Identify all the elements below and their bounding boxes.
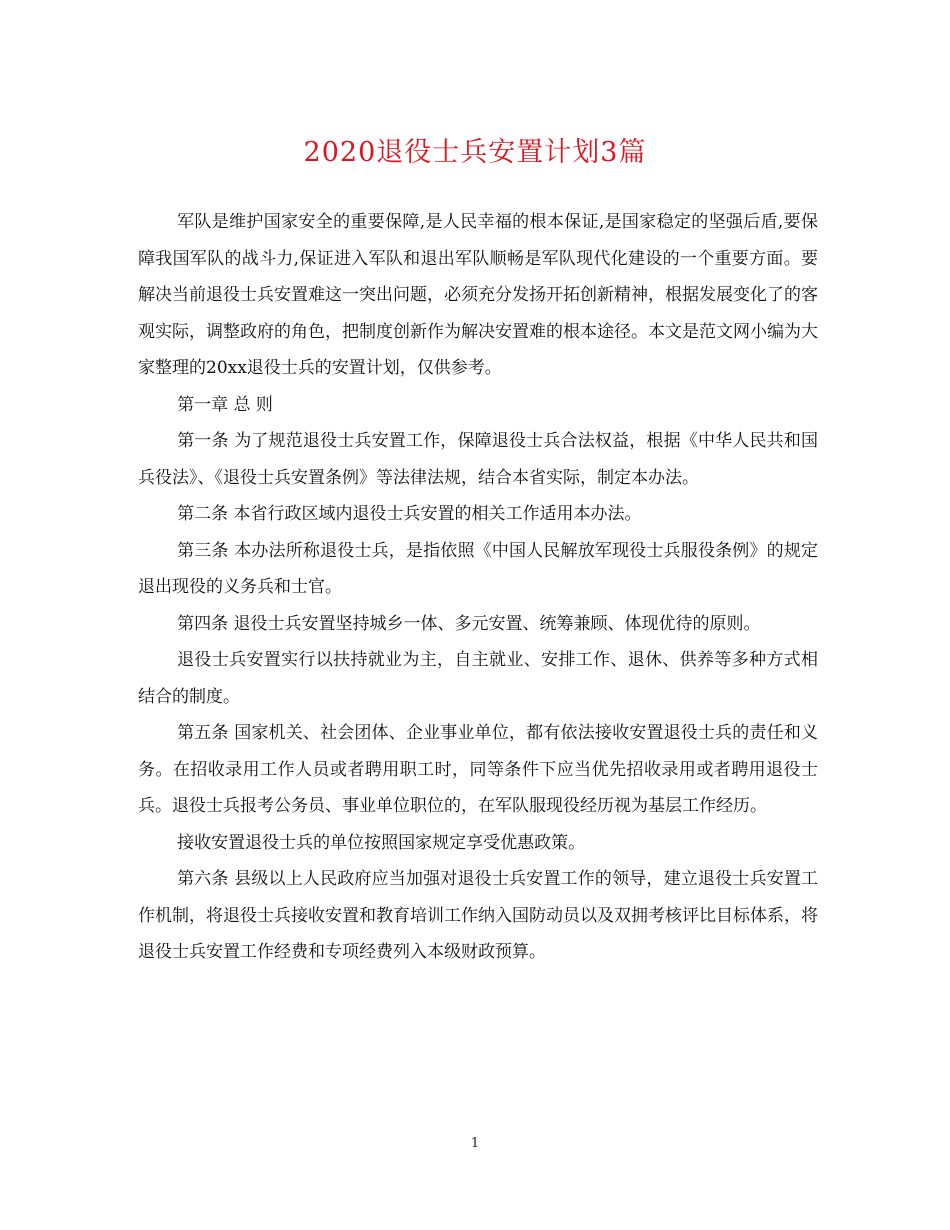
chapter-heading: 第一章 总 则: [177, 394, 273, 415]
article-2: 第二条 本省行政区域内退役士兵安置的相关工作适用本办法。: [177, 504, 642, 524]
article-5: 第五条 国家机关、社会团体、企业事业单位，都有依法接收安置退役士兵的责任和义务。在招收录用工作人员或者聘用职工时，同等条件下应当优先招收录用或者聘用退役士兵。退役士兵报考公务员、事业单位职位的，在军队服现役经历视为基层工作经历。: [138, 723, 818, 816]
article-6: 第六条 县级以上人民政府应当加强对退役士兵安置工作的领导，建立退役士兵安置工作机制，将退役士兵接收安置和教育培训工作纳入国防动员以及双拥考核评比目标体系，将退役士兵安置工作经费和专项经费列入本级财政预算。: [138, 869, 818, 962]
article-4-continued: 退役士兵安置实行以扶持就业为主，自主就业、安排工作、退休、供养等多种方式相结合的制度。: [138, 650, 818, 707]
article-3: 第三条 本办法所称退役士兵，是指依照《中国人民解放军现役士兵服役条例》的规定退出现役的义务兵和士官。: [138, 540, 818, 597]
article-4: 第四条 退役士兵安置坚持城乡一体、多元安置、统筹兼顾、体现优待的原则。: [177, 613, 761, 634]
document-body: [138, 204, 818, 971]
article-5-continued: 接收安置退役士兵的单位按照国家规定享受优惠政策。: [177, 832, 586, 853]
paragraph-intro: 军队是维护国家安全的重要保障,是人民幸福的根本保证,是国家稳定的坚强后盾,要保障我国军队的战斗力,保证进入军队和退出军队顺畅是军队现代化建设的一个重要方面。要解决当前退役士兵安置难这一突出问题，必须充分发扬开拓创新精神，根据发展变化了的客观实际，调整政府的角色，把制度创新作为解决安置难的根本途径。本文是范文网小编为大家整理的20xx退役士兵的安置计划，仅供参考。: [138, 212, 818, 378]
page-number: 1: [470, 1136, 480, 1151]
article-1: 第一条 为了规范退役士兵安置工作，保障退役士兵合法权益，根据《中华人民共和国兵役法》、《退役士兵安置条例》等法律法规，结合本省实际，制定本办法。: [138, 431, 818, 488]
document-title: 2020退役士兵安置计划3篇: [303, 137, 647, 168]
